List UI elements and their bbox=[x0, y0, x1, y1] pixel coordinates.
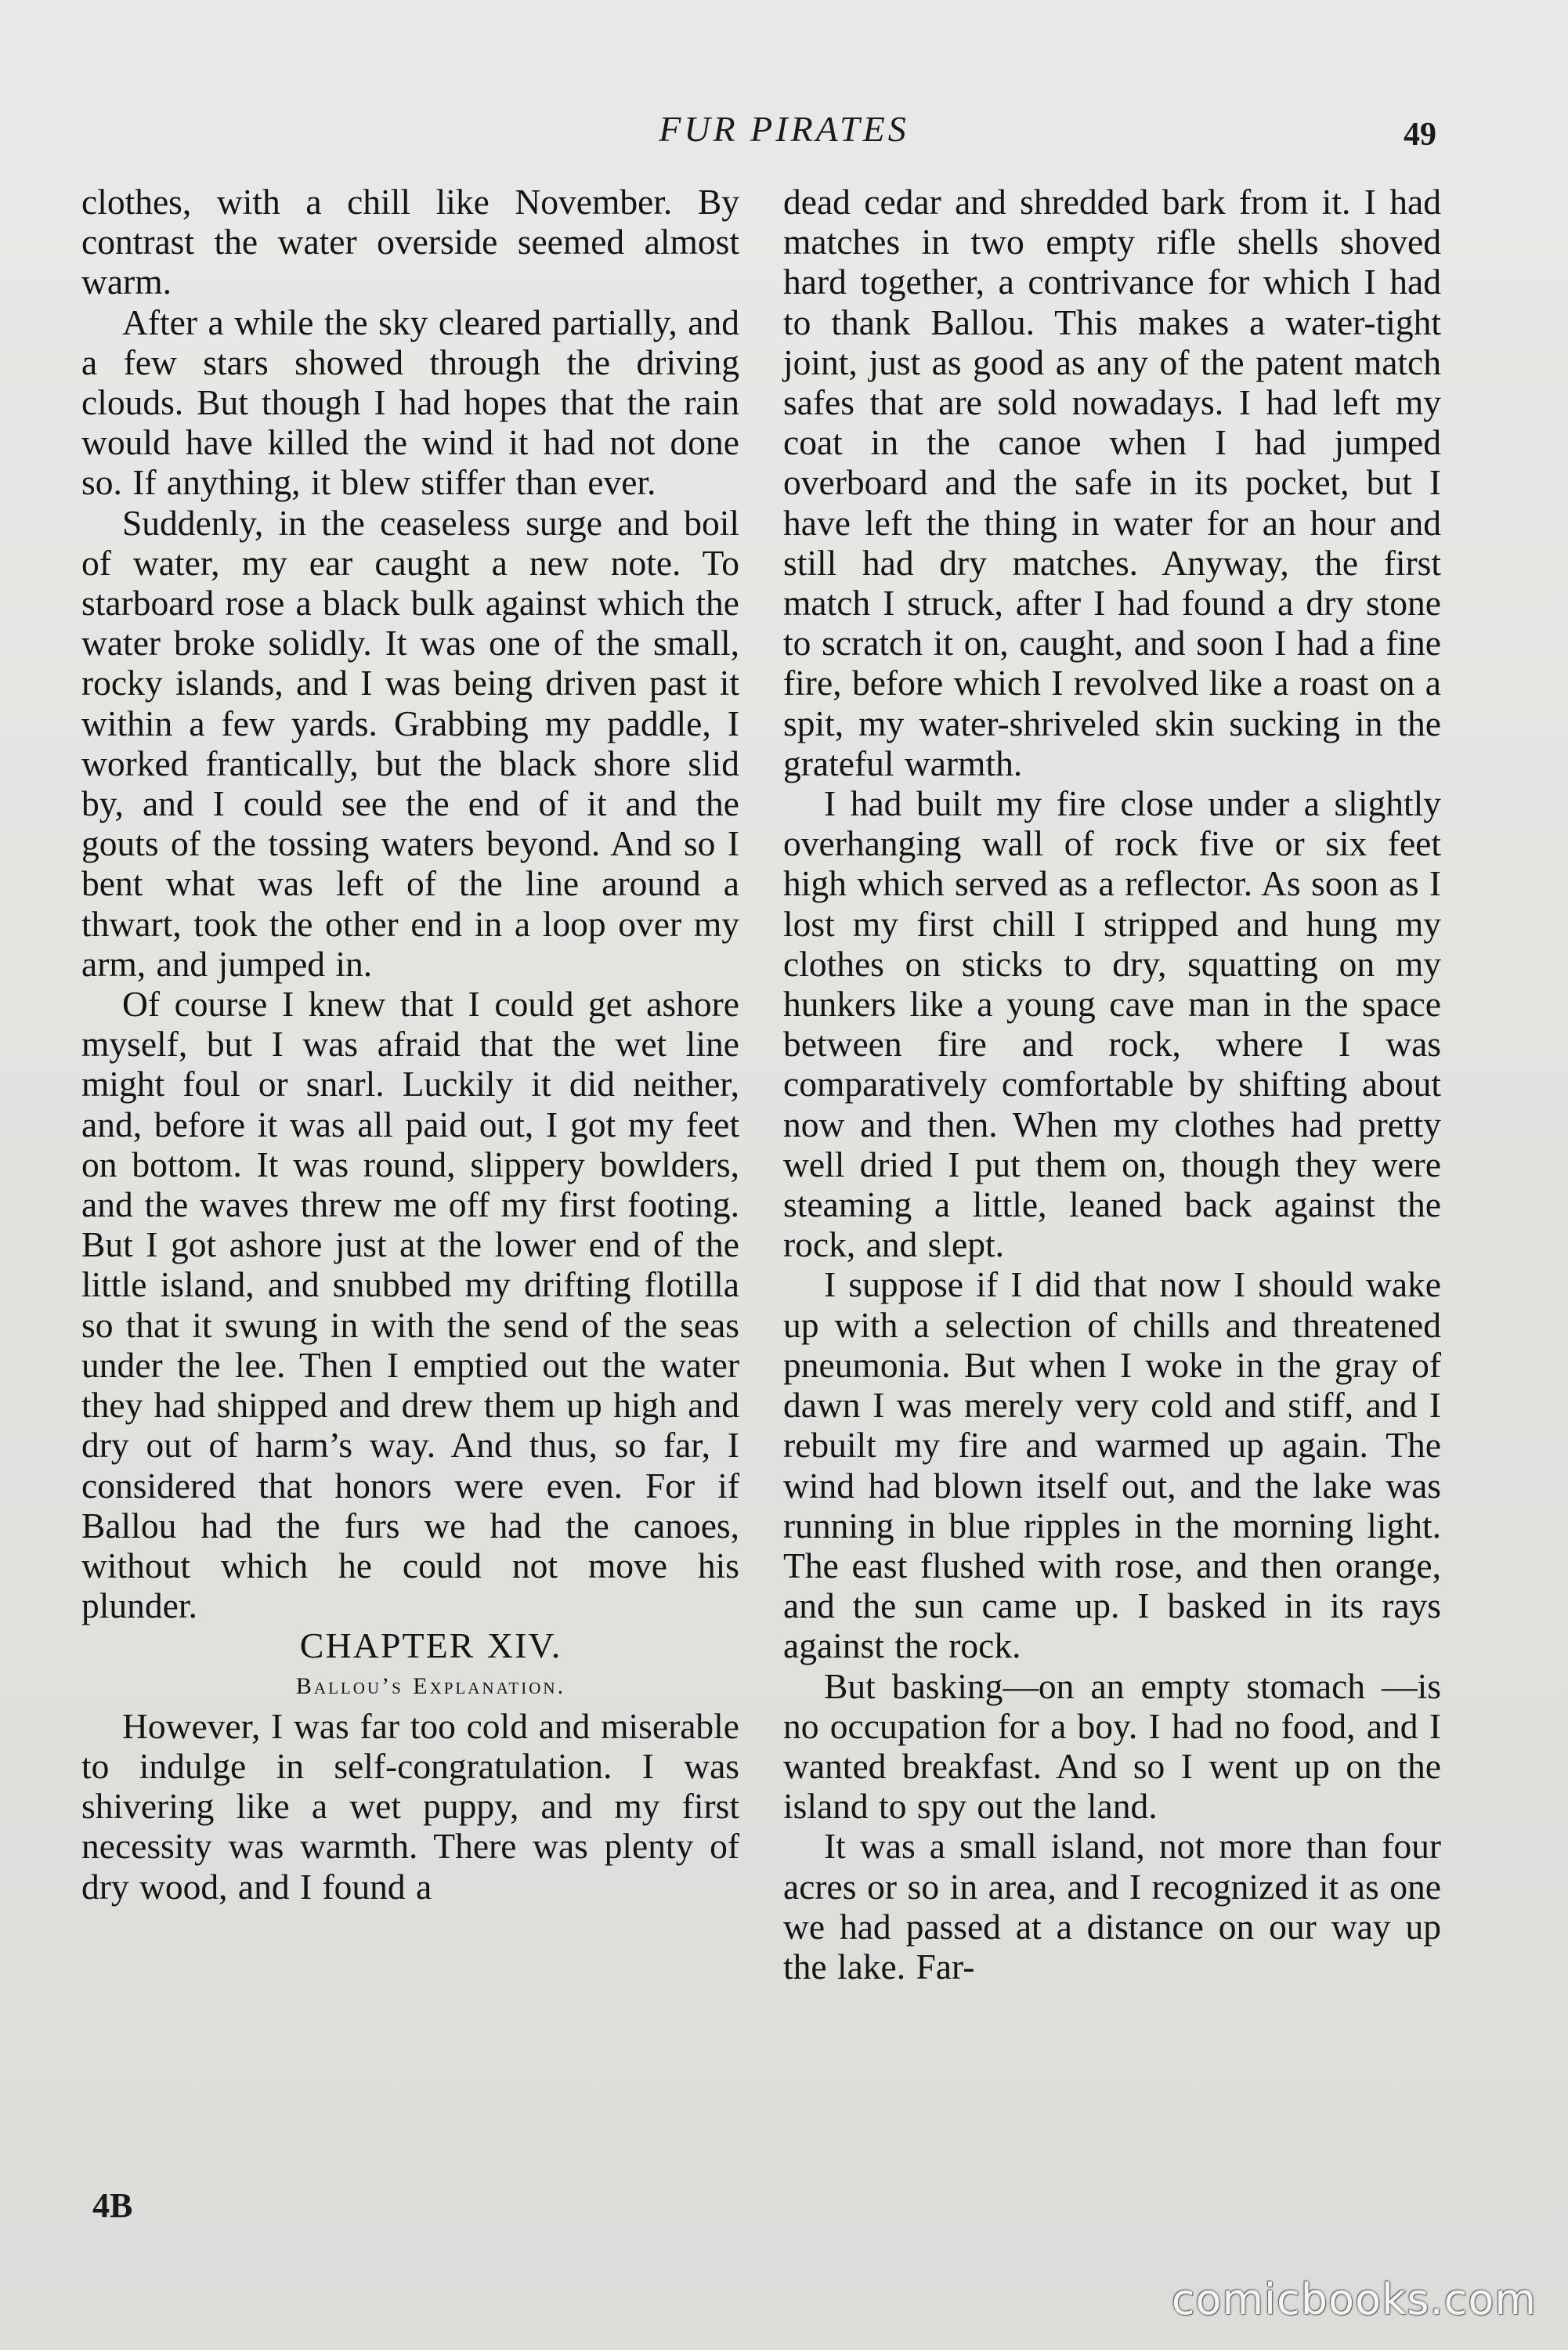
paragraph: Suddenly, in the ceaseless surge and boil of water, my ear caught a new note. To starboard rose a black bulk against which the water broke solidly. It was one of the small, rocky islands, and I was being driven past it within a few yards. Grabbing my paddle, I worked frantically, but the black shore slid by, and I could see the end of it and the gouts of the tossing waters beyond. And so I bent what was left of the line around a thwart, took the other end in a loop over my arm, and jumped in. bbox=[81, 502, 739, 984]
paragraph: I had built my fire close under a slightly overhanging wall of rock five or six feet high which served as a reflector. As soon as I lost my first chill I stripped and hung my clothes on sticks to dry, squatting on my hunkers like a young cave man in the space between fire and rock, where I was comparatively comfortable by shifting about now and then. When my clothes had pretty well dried I put them on, though they were steaming a little, leaned back against the rock, and slept. bbox=[783, 783, 1441, 1265]
running-head bbox=[0, 108, 1568, 155]
chapter-subtitle: Ballou’s Explanation. bbox=[295, 1672, 566, 1699]
paragraph: I suppose if I did that now I should wake up with a selection of chills and threatened pneumonia. But when I woke in the gray of dawn I was merely very cold and stiff, and I rebuilt my fire and warmed up again. The wind had blown itself out, and the lake was running in blue ripples in the morning light. The east flushed with rose, and then orange, and the sun came up. I basked in its rays against the rock. bbox=[783, 1264, 1441, 1666]
page-number: 49 bbox=[1404, 117, 1436, 153]
paragraph: However, I was far too cold and miserable to indulge in self-congratulation. I was shivering like a wet puppy, and my first necessity was warmth. There was plenty of dry wood, and I found a bbox=[81, 1705, 739, 1907]
paragraph: clothes, with a chill like November. By contrast the water overside seemed almost warm. bbox=[81, 182, 739, 302]
paragraph: dead cedar and shredded bark from it. I had matches in two empty rifle shells shoved hard together, a contrivance for which I had to thank Ballou. This makes a water-tight joint, just as good as any of the patent match safes that are sold nowadays. I had left my coat in the canoe when I had jumped overboard and the safe in its pocket, but I have left the thing in water for an hour and still had dry matches. Anyway, the first match I struck, after I had found a dry stone to scratch it on, caught, and soon I had a fine fire, before which I revolved like a roast on a spit, my water-shriveled skin sucking in the grateful warmth. bbox=[783, 182, 1441, 783]
left-column bbox=[81, 182, 739, 1907]
watermark: comicbooks.com bbox=[1171, 2275, 1537, 2324]
chapter-heading: CHAPTER XIV. bbox=[299, 1625, 562, 1666]
paragraph: Of course I knew that I could get ashore myself, but I was afraid that the wet line might foul or snarl. Luckily it did neither, and, before it was all paid out, I got my feet on bottom. It was round, slippery bowlders, and the waves threw me off my first footing. But I got ashore just at the lower end of the little island, and snubbed my drifting flotilla so that it swung in with the send of the seas under the lee. Then I emptied out the water they had shipped and drew them up high and dry out of harm’s way. And thus, so far, I considered that honors were even. For if Ballou had the furs we had the canoes, without which he could not move his plunder. bbox=[81, 984, 739, 1626]
paragraph: But basking—on an empty stomach —is no occupation for a boy. I had no food, and I wanted breakfast. And so I went up on the island to spy out the land. bbox=[783, 1665, 1441, 1827]
running-title: FUR PIRATES bbox=[659, 109, 909, 149]
signature-mark: 4B bbox=[92, 2186, 133, 2225]
right-column bbox=[783, 182, 1441, 1987]
paragraph: After a while the sky cleared partially, and a few stars showed through the driving clouds. But though I had hopes that the rain would have killed the wind it had not done so. If anything, it blew stiffer than ever. bbox=[81, 302, 739, 503]
paragraph: It was a small island, not more than four acres or so in area, and I recognized it as one we had passed at a distance on our way up the lake. Far- bbox=[783, 1826, 1441, 1987]
